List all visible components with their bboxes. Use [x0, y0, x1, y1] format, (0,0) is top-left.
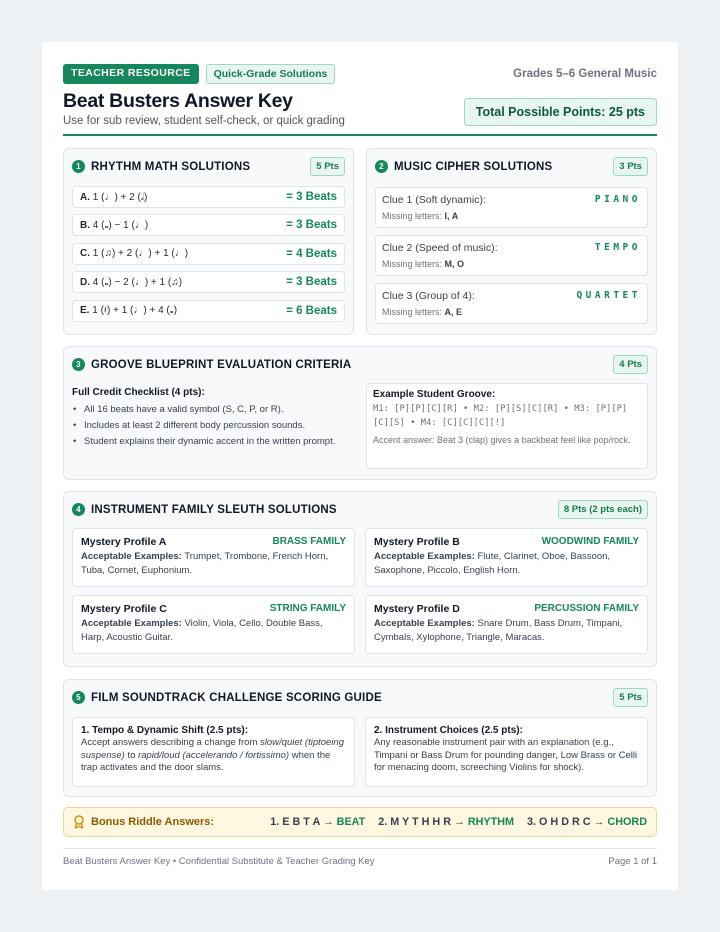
example-groove-line: M1: [P][P][C][R] • M2: [P][S][C][R] • M3: [P][P]	[373, 404, 628, 414]
accent-answer: Accent answer: Beat 3 (clap) gives a backbeat feel like pop/rock.	[373, 435, 631, 445]
cipher-clue: Clue 3 (Group of 4): QUARTET Missing letters: A, E	[375, 283, 648, 324]
rhythm-answer: = 3 Beats	[286, 276, 337, 289]
bonus-label: Bonus Riddle Answers:	[91, 816, 215, 828]
rhythm-math-title: 1 RHYTHM MATH SOLUTIONS	[72, 160, 250, 173]
instrument-choices-box: 2. Instrument Choices (2.5 pts): Any reasonable instrument pair with an explanation (e.g., Timpani or Bass Drum for pounding danger, Low Brass or Celli for menacing doom, screeching Violins for shock).	[365, 717, 648, 787]
header-top	[63, 64, 657, 84]
example-groove-box: Example Student Groove: M1: [P][P][C][R] • M2: [P][S][C][R] • M3: [P][P] [C][S] • M4: [C][C][C][!] Accent answer: Beat 3 (clap) gives a backbeat feel like pop/rock.	[366, 383, 648, 469]
page-footer	[63, 848, 657, 867]
family-answer: STRING FAMILY	[269, 603, 346, 614]
rhythm-row: A. 1 (♩) + 2 (𝅗𝅥) = 3 Beats	[72, 186, 345, 208]
mystery-profile-card: Mystery Profile A BRASS FAMILY Acceptable Examples: Trumpet, Trombone, French Horn, Tuba, Cornet, Euphonium.	[72, 528, 355, 587]
quick-grade-tag: Quick-Grade Solutions	[206, 64, 336, 84]
footer-left: Beat Busters Answer Key • Confidential Substitute & Teacher Grading Key	[63, 856, 375, 867]
header-main	[63, 90, 657, 136]
rhythm-math-points: 5 Pts	[310, 157, 345, 176]
section-number-1: 1	[72, 160, 85, 173]
film-points: 5 Pts	[613, 688, 648, 707]
rhythm-answer: = 6 Beats	[286, 304, 337, 317]
mystery-profile-card: Mystery Profile B WOODWIND FAMILY Acceptable Examples: Flute, Clarinet, Oboe, Bassoon, Saxophone, Piccolo, English Horn.	[365, 528, 648, 587]
page-number: Page 1 of 1	[608, 856, 657, 867]
grade-level: Grades 5–6 General Music	[513, 68, 657, 80]
bonus-answer: 1. E B T A → BEAT	[270, 816, 366, 828]
instrument-points: 8 Pts (2 pts each)	[558, 500, 648, 519]
section-number-3: 3	[72, 358, 85, 371]
cipher-clue: Clue 2 (Speed of music): TEMPO Missing letters: M, O	[375, 235, 648, 276]
section-number-5: 5	[72, 691, 85, 704]
family-answer: WOODWIND FAMILY	[541, 536, 639, 547]
music-cipher-points: 3 Pts	[613, 157, 648, 176]
teacher-resource-tag: TEACHER RESOURCE	[63, 64, 199, 84]
rhythm-answer: = 3 Beats	[286, 191, 337, 203]
groove-section	[63, 346, 657, 480]
family-answer: PERCUSSION FAMILY	[534, 603, 639, 614]
music-cipher-title: 2 MUSIC CIPHER SOLUTIONS	[375, 160, 552, 173]
rhythm-row: B. 4 (𝅝) − 1 (♩) = 3 Beats	[72, 214, 345, 236]
rhythm-row: E. 1 (𝄽) + 1 (♩) + 4 (𝅝) = 6 Beats	[72, 300, 345, 322]
mystery-profile-card: Mystery Profile D PERCUSSION FAMILY Acceptable Examples: Snare Drum, Bass Drum, Timpani, Cymbals, Xylophone, Triangle, Maracas.	[365, 595, 648, 654]
family-answer: BRASS FAMILY	[272, 536, 346, 547]
tempo-dynamic-box: 1. Tempo & Dynamic Shift (2.5 pts): Accept answers describing a change from slow/quiet (tiptoeing suspense) to rapid/loud (accelerando / fortissimo) when the trap activates and the door slams.	[72, 717, 355, 787]
cipher-answer: QUARTET	[576, 290, 641, 301]
rhythm-row: D. 4 (𝅝) − 2 (♩) + 1 (♫) = 3 Beats	[72, 271, 345, 293]
groove-checklist: Full Credit Checklist (4 pts): • All 16 beats have a valid symbol (S, C, P, or R). • Includes at least 2 different body percussion sounds. • Student explains their dynamic accent in the written prompt.	[72, 383, 356, 469]
bonus-riddle-bar	[63, 807, 657, 837]
music-cipher-section	[366, 148, 657, 335]
mystery-profile-card: Mystery Profile C STRING FAMILY Acceptable Examples: Violin, Viola, Cello, Double Bass, Harp, Acoustic Guitar.	[72, 595, 355, 654]
cipher-answer: TEMPO	[594, 242, 641, 253]
section-number-4: 4	[72, 503, 85, 516]
groove-points: 4 Pts	[613, 355, 648, 374]
checklist-item: • Student explains their dynamic accent in the written prompt.	[72, 434, 356, 450]
rhythm-math-section	[63, 148, 354, 335]
medal-icon	[73, 815, 85, 829]
header-tags	[63, 64, 335, 84]
cipher-answer: PIANO	[594, 194, 641, 205]
film-title: 5 FILM SOUNDTRACK CHALLENGE SCORING GUIDE	[72, 691, 382, 704]
cipher-clue: Clue 1 (Soft dynamic): PIANO Missing letters: I, A	[375, 187, 648, 228]
answer-key-page	[42, 42, 678, 890]
checklist-item: • Includes at least 2 different body percussion sounds.	[72, 418, 356, 434]
rhythm-answer: = 4 Beats	[286, 247, 337, 260]
rhythm-math-list	[72, 186, 345, 322]
example-groove-line: [C][S] • M4: [C][C][C][!]	[373, 417, 506, 428]
rhythm-answer: = 3 Beats	[286, 219, 337, 232]
groove-title: 3 GROOVE BLUEPRINT EVALUATION CRITERIA	[72, 358, 351, 371]
instrument-section	[63, 491, 657, 667]
total-points-badge: Total Possible Points: 25 pts	[464, 98, 657, 126]
film-section	[63, 679, 657, 797]
bonus-answer: 2. M Y T H H R → RHYTHM	[378, 816, 515, 828]
section-number-2: 2	[375, 160, 388, 173]
page-subtitle: Use for sub review, student self-check, or quick grading	[63, 115, 345, 127]
rhythm-row: C. 1 (♫) + 2 (♩) + 1 (♩) = 4 Beats	[72, 243, 345, 265]
page-title: Beat Busters Answer Key	[63, 90, 293, 112]
checklist-item: • All 16 beats have a valid symbol (S, C, P, or R).	[72, 402, 356, 418]
instrument-title: 4 INSTRUMENT FAMILY SLEUTH SOLUTIONS	[72, 503, 337, 516]
bonus-answers	[270, 816, 647, 828]
bonus-answer: 3. O H D R C → CHORD	[527, 816, 647, 828]
